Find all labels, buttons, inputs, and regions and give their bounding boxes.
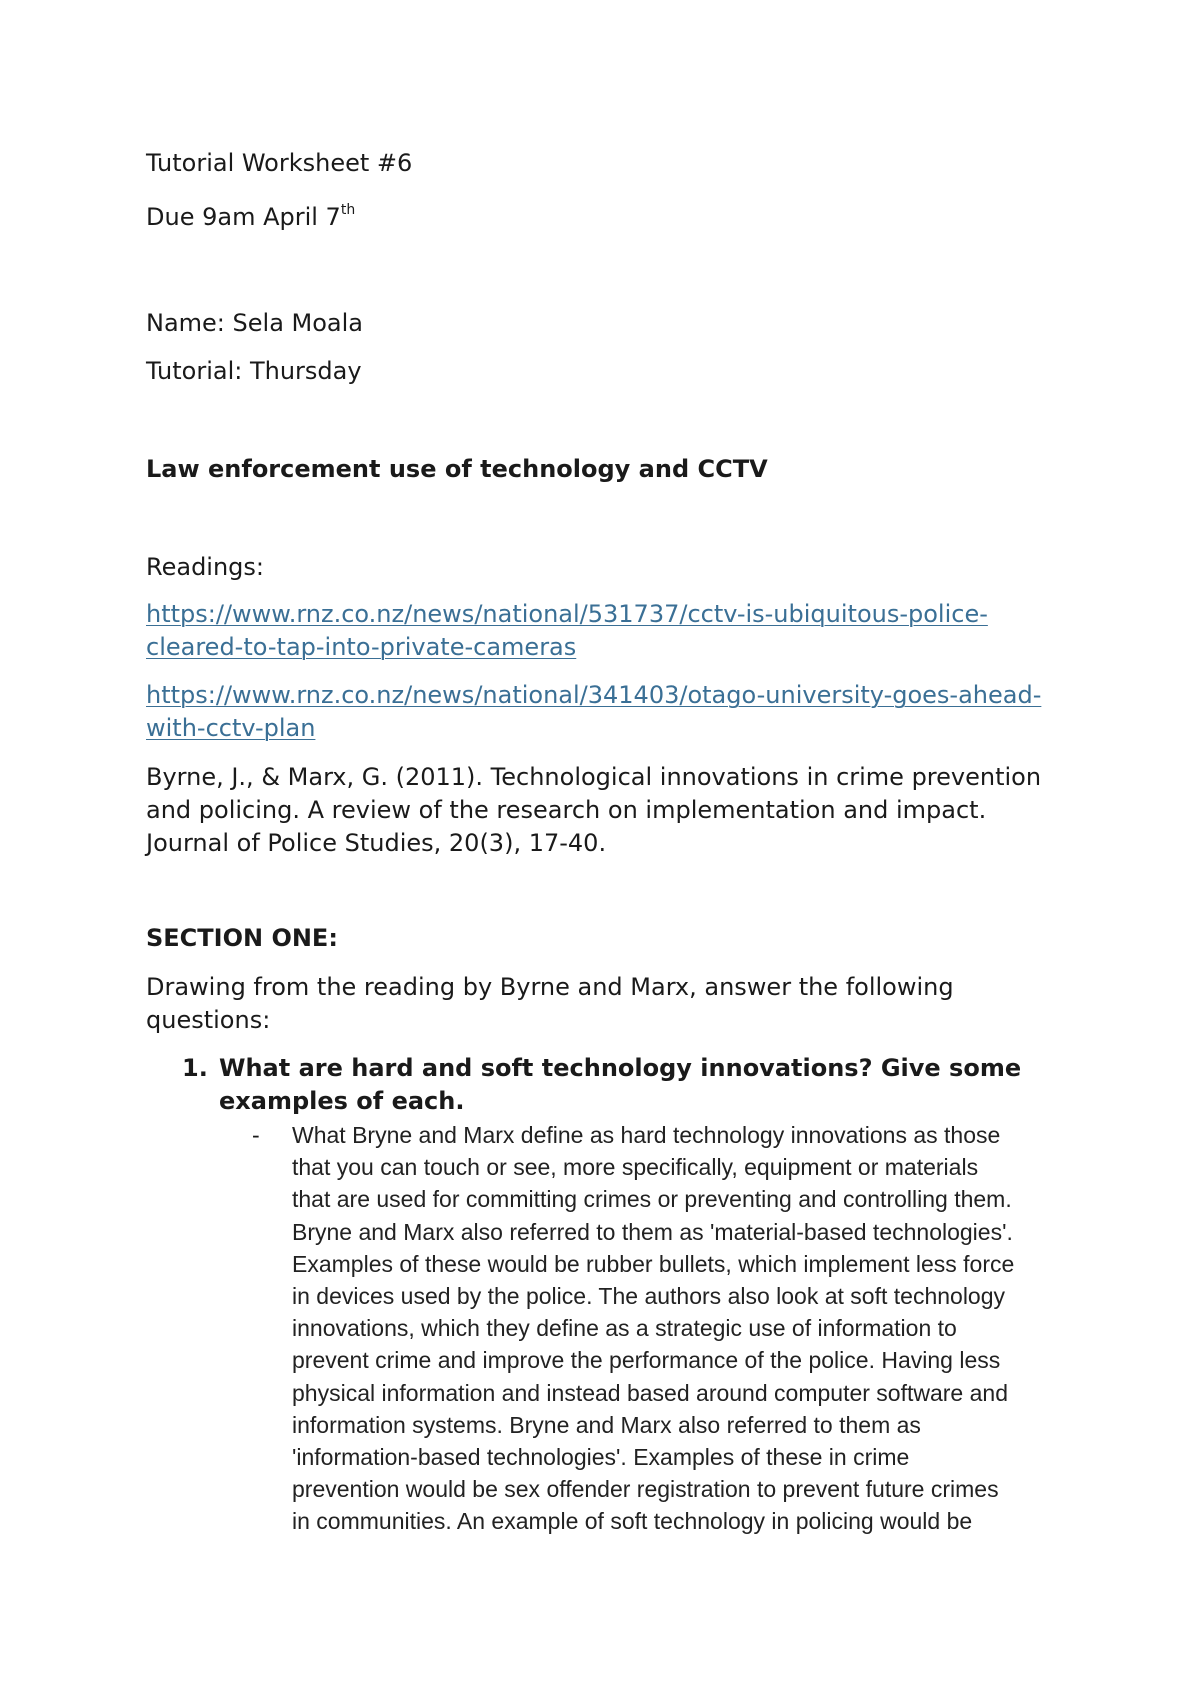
readings-label: Readings: — [146, 553, 265, 581]
section-heading: SECTION ONE: — [146, 924, 338, 952]
answer-line: Examples of these would be rubber bullets, which implement less force — [292, 1250, 1015, 1277]
answer-line: that you can touch or see, more specifically, equipment or materials — [292, 1154, 979, 1181]
due-date-suffix: th — [340, 202, 356, 218]
answer-line: Bryne and Marx also referred to them as 'material-based technologies'. — [292, 1218, 1013, 1245]
tutorial-day: Tutorial: Thursday — [146, 357, 362, 385]
question-text-line: What are hard and soft technology innovations? Give some — [219, 1054, 1022, 1082]
citation-line: Byrne, J., & Marx, G. (2011). Technological innovations in crime prevention — [146, 763, 1042, 791]
citation-line: and policing. A review of the research on implementation and impact. — [146, 796, 987, 824]
worksheet-title: Tutorial Worksheet #6 — [146, 149, 413, 177]
question-number: 1. — [182, 1054, 208, 1082]
answer-line: prevent crime and improve the performance of the police. Having less — [292, 1347, 1001, 1374]
answer-text — [292, 1119, 1014, 1538]
answer-line: innovations, which they define as a strategic use of information to — [292, 1315, 957, 1342]
answer-line: that are used for committing crimes or preventing and controlling them. — [292, 1186, 1012, 1213]
reading-link-1-line-2[interactable]: cleared-to-tap-into-private-cameras — [146, 633, 577, 661]
due-date — [146, 201, 355, 234]
topic-heading: Law enforcement use of technology and CCTV — [146, 455, 768, 483]
reading-link-1[interactable] — [146, 598, 988, 664]
citation-line: Journal of Police Studies, 20(3), 17-40. — [146, 829, 607, 857]
reading-link-2[interactable] — [146, 679, 1041, 745]
reading-link-1-line-1[interactable]: https://www.rnz.co.nz/news/national/531737/cctv-is-ubiquitous-police- — [146, 600, 988, 628]
reading-link-2-line-2[interactable]: with-cctv-plan — [146, 714, 316, 742]
section-intro-line: questions: — [146, 1006, 271, 1034]
answer-line: What Bryne and Marx define as hard technology innovations as those — [292, 1122, 1001, 1148]
section-intro — [146, 971, 954, 1037]
answer-line: 'information-based technologies'. Examples of these in crime — [292, 1444, 910, 1471]
answer-line: in devices used by the police. The authors also look at soft technology — [292, 1283, 1006, 1310]
section-intro-line: Drawing from the reading by Byrne and Marx, answer the following — [146, 973, 954, 1001]
answer-line: physical information and instead based around computer software and — [292, 1379, 1008, 1406]
due-date-text: Due 9am April 7 — [146, 203, 341, 231]
reading-link-2-line-1[interactable]: https://www.rnz.co.nz/news/national/341403/otago-university-goes-ahead- — [146, 681, 1042, 709]
answer-line: prevention would be sex offender registration to prevent future crimes — [292, 1476, 999, 1503]
answer-line: in communities. An example of soft technology in policing would be — [292, 1508, 973, 1535]
answer-line: information systems. Bryne and Marx also referred to them as — [292, 1411, 921, 1438]
question-text-line: examples of each. — [219, 1087, 465, 1115]
question-text — [219, 1052, 1021, 1118]
reading-citation — [146, 761, 1041, 860]
answer-bullet: - — [252, 1122, 260, 1148]
student-name: Name: Sela Moala — [146, 309, 363, 337]
